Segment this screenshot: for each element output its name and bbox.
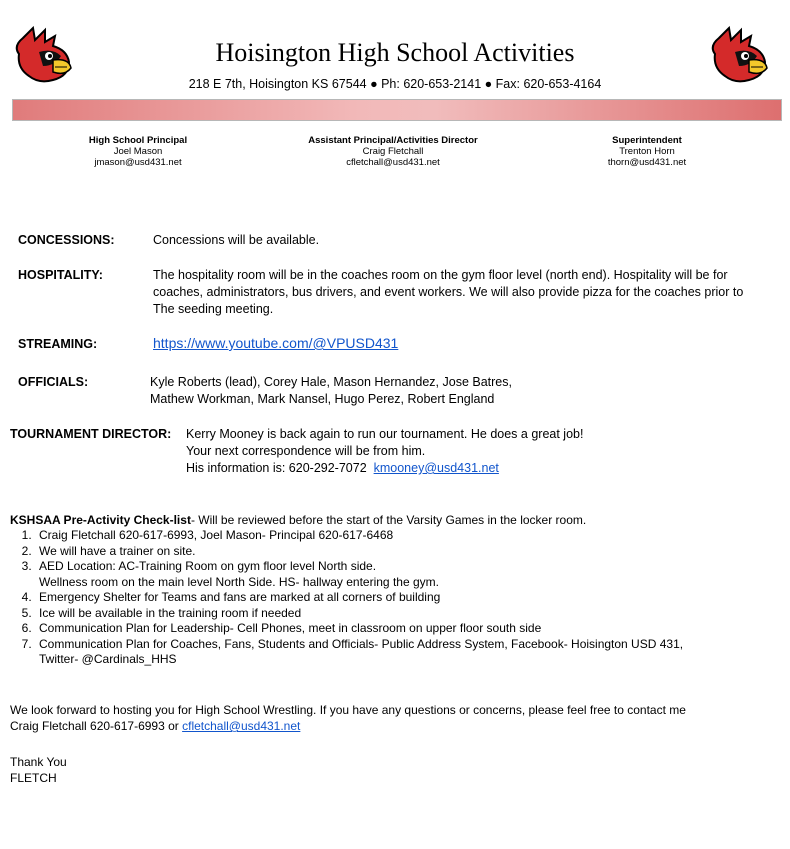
closing-thanks: Thank You: [10, 755, 67, 769]
hospitality-line: The hospitality room will be in the coaches room on the gym floor level (north end). Hospitality will be for: [153, 268, 728, 282]
tournament-director-email-link[interactable]: kmooney@usd431.net: [373, 461, 499, 475]
list-item-text: Communication Plan for Coaches, Fans, Students and Officials- Public Address System, Facebook- Hoisington USD 431,: [39, 636, 684, 651]
tournament-director-label: TOURNAMENT DIRECTOR:: [10, 427, 172, 441]
hospitality-label: HOSPITALITY:: [18, 268, 103, 282]
staff-name: Trenton Horn: [619, 146, 675, 157]
staff-activities-director: [273, 135, 513, 168]
officials-line-2: Mathew Workman, Mark Nansel, Hugo Perez, Robert England: [150, 392, 495, 406]
closing-email-link[interactable]: cfletchall@usd431.net: [182, 719, 301, 733]
staff-role: High School Principal: [88, 135, 188, 146]
staff-email: cfletchall@usd431.net: [346, 157, 440, 168]
tournament-director-line-3: [186, 460, 499, 477]
tournament-director-line-2: Your next correspondence will be from him.: [186, 444, 426, 458]
staff-principal: [18, 135, 258, 168]
page-title: Hoisington High School Activities: [215, 38, 575, 67]
staff-email: thorn@usd431.net: [607, 157, 687, 168]
concessions-text: Concessions will be available.: [153, 233, 320, 247]
closing-contact: Craig Fletchall 620-617-6993 or: [10, 719, 179, 733]
tournament-director-phone: His information is: 620-292-7072: [186, 461, 367, 475]
streaming-link[interactable]: https://www.youtube.com/@VPUSD431: [153, 335, 399, 351]
checklist-intro: - Will be reviewed before the start of the Varsity Games in the locker room.: [190, 513, 587, 527]
checklist-title: KSHSAA Pre-Activity Check-list: [10, 513, 191, 527]
list-item-text: AED Location: AC-Training Room on gym floor level North side.: [39, 559, 377, 573]
hospitality-line: coaches, administrators, bus drivers, and event workers. We will also provide pizza for the coaches prior to: [153, 285, 744, 299]
list-item: 5. Ice will be available in the training room if needed: [35, 606, 790, 622]
list-item-text: Wellness room on the main level North Side. HS- hallway entering the gym.: [39, 574, 439, 589]
list-item: 2. We will have a trainer on site.: [35, 544, 790, 560]
list-item-text: Twitter- @Cardinals_HHS: [39, 652, 177, 666]
list-item: [35, 559, 790, 590]
list-item: 1. Craig Fletchall 620-617-6993, Joel Mason- Principal 620-617-6468: [35, 528, 790, 544]
closing-line-2: [10, 718, 300, 734]
concessions-label: CONCESSIONS:: [18, 233, 115, 247]
officials-label: OFFICIALS:: [18, 375, 89, 389]
staff-superintendent: [527, 135, 767, 168]
list-item: [35, 637, 790, 668]
checklist-header: [10, 512, 586, 529]
checklist-list: [0, 528, 790, 668]
streaming-label: STREAMING:: [18, 337, 98, 351]
school-address: 218 E 7th, Hoisington KS 67544 ● Ph: 620-653-2141 ● Fax: 620-653-4164: [188, 77, 602, 91]
hospitality-text: [153, 267, 783, 318]
list-item: 6. Communication Plan for Leadership- Cell Phones, meet in classroom on upper floor south side: [35, 621, 790, 637]
staff-name: Craig Fletchall: [362, 146, 424, 157]
staff-email: jmason@usd431.net: [94, 157, 182, 168]
staff-name: Joel Mason: [113, 146, 163, 157]
staff-role: Assistant Principal/Activities Director: [308, 135, 478, 146]
list-item: 4. Emergency Shelter for Teams and fans are marked at all corners of building: [35, 590, 790, 606]
header-banner: [12, 99, 782, 121]
closing-line-1: We look forward to hosting you for High School Wrestling. If you have any questions or concerns, please feel free to contact me: [10, 703, 686, 717]
hospitality-line: The seeding meeting.: [153, 302, 274, 316]
officials-line-1: Kyle Roberts (lead), Corey Hale, Mason Hernandez, Jose Batres,: [150, 375, 512, 389]
tournament-director-line-1: Kerry Mooney is back again to run our tournament. He does a great job!: [186, 427, 584, 441]
closing-signature: FLETCH: [10, 771, 57, 785]
staff-role: Superintendent: [612, 135, 682, 146]
